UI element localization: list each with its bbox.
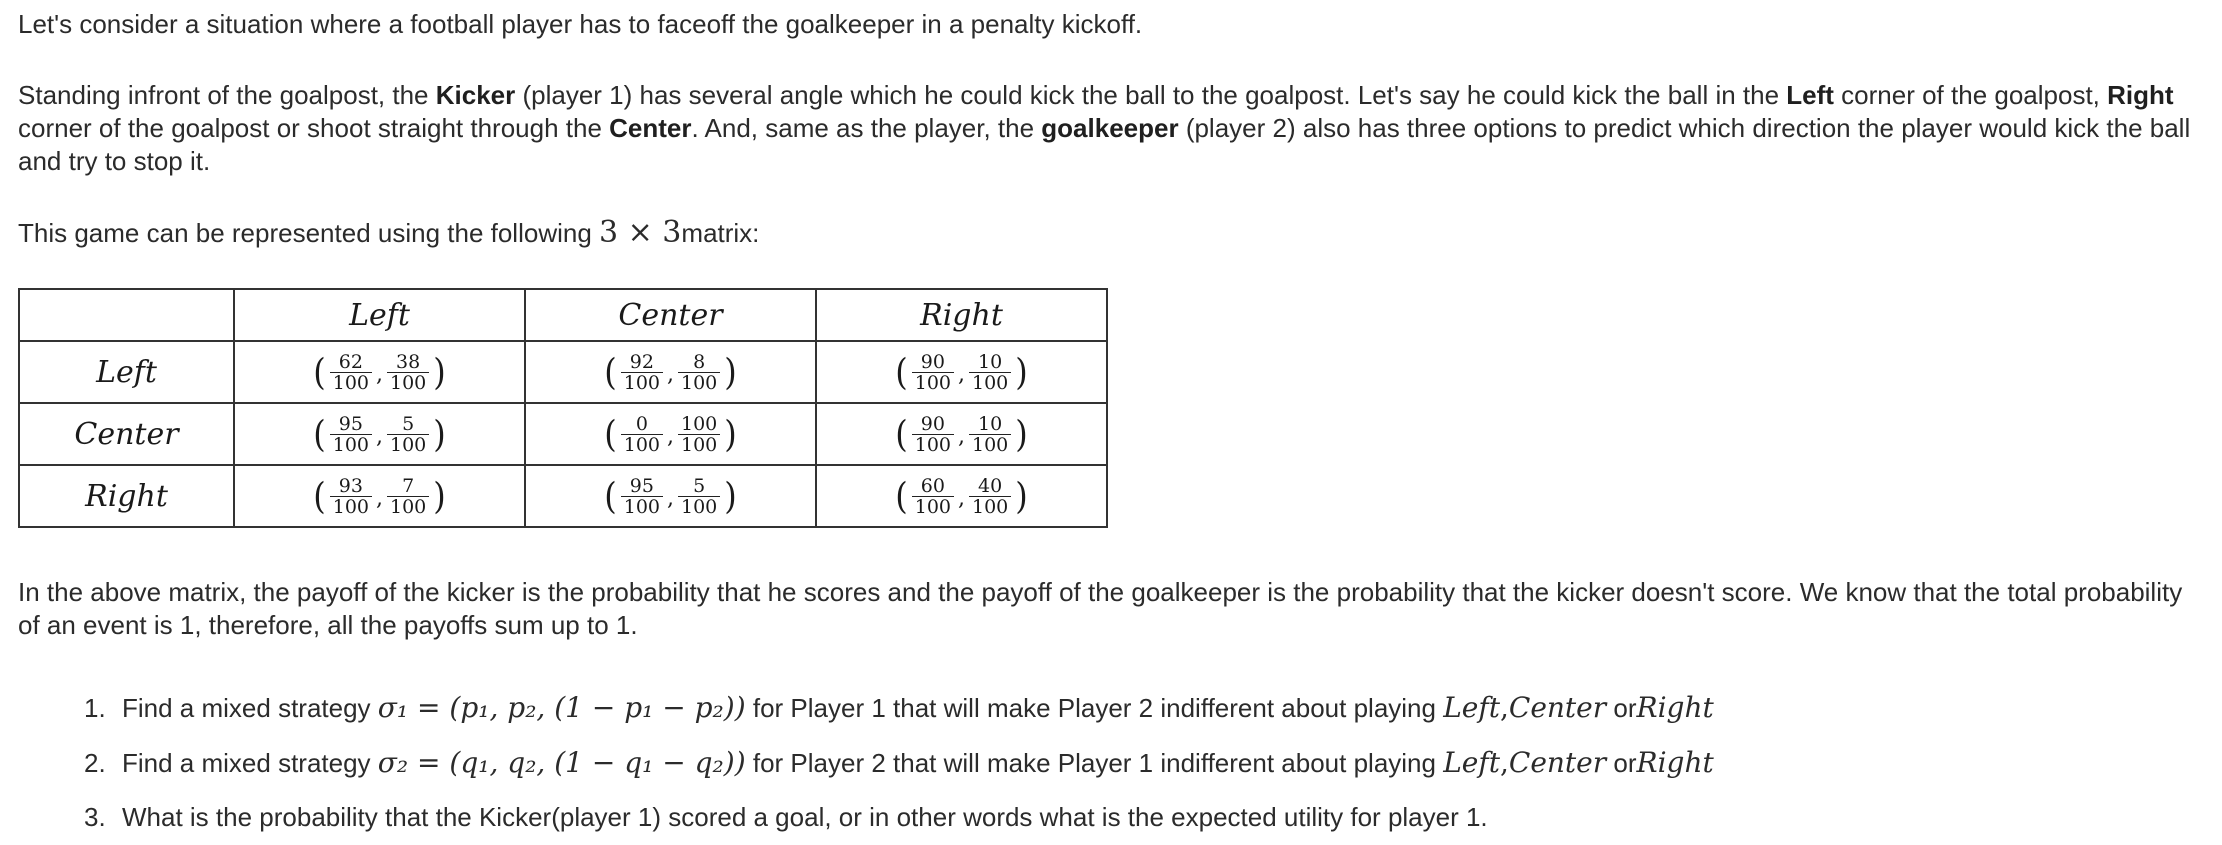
open-paren: ( — [313, 474, 326, 518]
right-bold: Right — [2107, 80, 2174, 110]
payoff-cell — [525, 465, 816, 527]
payoff-pair — [313, 352, 446, 393]
numerator: 62 — [338, 350, 363, 373]
open-paren: ( — [895, 474, 908, 518]
denominator: 100 — [678, 372, 720, 393]
numerator: 5 — [693, 474, 706, 497]
payoff-pair — [604, 476, 737, 517]
denominator: 100 — [330, 496, 372, 517]
comma: , — [667, 485, 674, 511]
payoff-pair — [895, 352, 1028, 393]
matrix-row — [19, 341, 1107, 403]
question-number: 1. — [84, 693, 106, 723]
option-left-math: Left — [1443, 746, 1500, 779]
question-text-3: or — [1613, 748, 1637, 778]
question-text-2: for Player 2 that will make Player 1 indifferent about playing — [752, 748, 1436, 778]
numerator: 7 — [402, 474, 415, 497]
denominator: 100 — [678, 496, 720, 517]
open-paren: ( — [604, 412, 617, 456]
goalkeeper-payoff — [969, 476, 1011, 517]
payoff-cell — [816, 341, 1107, 403]
col-header-right: Right — [816, 289, 1107, 341]
option-left-math: Left — [1443, 691, 1500, 724]
intro-paragraph: Let's consider a situation where a football player has to faceoff the goalkeeper in a penalty kickoff. — [18, 9, 1143, 39]
option-right-math: Right — [1636, 746, 1714, 779]
question-math: σ₂ = (q₁, q₂, (1 − q₁ − q₂)) — [377, 746, 746, 779]
col-header-center: Center — [525, 289, 816, 341]
scenario-text-5: . And, same as the player, the — [691, 113, 1042, 143]
question-text: What is the probability that the Kicker(player 1) scored a goal, or in other words what is the expected utility for player 1. — [122, 802, 1488, 832]
question-number: 3. — [84, 802, 106, 832]
denominator: 100 — [387, 372, 429, 393]
payoff-matrix — [18, 288, 1108, 528]
payoff-cell — [525, 341, 816, 403]
row-header: Center — [19, 403, 234, 465]
numerator: 0 — [635, 412, 648, 435]
matrix-row — [19, 403, 1107, 465]
goalkeeper-payoff — [678, 476, 720, 517]
goalkeeper-payoff — [387, 352, 429, 393]
kicker-payoff — [912, 414, 954, 455]
denominator: 100 — [330, 434, 372, 455]
scenario-text-1: Standing infront of the goalpost, the — [18, 80, 436, 110]
payoff-pair — [313, 414, 446, 455]
payoff-cell — [234, 465, 525, 527]
payoff-cell — [816, 403, 1107, 465]
scenario-text-3: corner of the goalpost, — [1833, 80, 2108, 110]
denominator: 100 — [387, 434, 429, 455]
comma: , — [958, 361, 965, 387]
denominator: 100 — [678, 434, 720, 455]
close-paren: ) — [724, 350, 737, 394]
close-paren: ) — [1015, 412, 1028, 456]
payoff-pair — [895, 414, 1028, 455]
question-item — [84, 790, 2218, 845]
question-text: Find a mixed strategy — [122, 693, 371, 723]
close-paren: ) — [1015, 350, 1028, 394]
denominator: 100 — [387, 496, 429, 517]
denominator: 100 — [621, 434, 663, 455]
payoff-pair — [313, 476, 446, 517]
goalkeeper-payoff — [969, 414, 1011, 455]
kicker-bold: Kicker — [435, 80, 516, 110]
payoff-pair — [895, 476, 1028, 517]
option-comma: , — [1499, 746, 1509, 779]
open-paren: ( — [895, 412, 908, 456]
numerator: 92 — [629, 350, 654, 373]
row-header: Right — [19, 465, 234, 527]
denominator: 100 — [912, 372, 954, 393]
kicker-payoff — [912, 476, 954, 517]
numerator: 95 — [338, 412, 363, 435]
matrix-body — [19, 341, 1107, 527]
payoff-pair — [604, 352, 737, 393]
comma: , — [376, 485, 383, 511]
comma: , — [667, 423, 674, 449]
comma: , — [376, 361, 383, 387]
numerator: 5 — [402, 412, 415, 435]
matrix-intro-text: This game can be represented using the following — [18, 218, 600, 248]
option-comma: , — [1499, 691, 1509, 724]
goalkeeper-bold: goalkeeper — [1041, 113, 1179, 143]
close-paren: ) — [433, 412, 446, 456]
kicker-payoff — [912, 352, 954, 393]
scenario-text-2: (player 1) has several angle which he could kick the ball to the goalpost. Let's say he could kick the ball in the — [515, 80, 1787, 110]
payoff-pair — [604, 414, 737, 455]
close-paren: ) — [1015, 474, 1028, 518]
payoff-cell — [525, 403, 816, 465]
numerator: 40 — [978, 474, 1003, 497]
matrix-corner-cell — [19, 289, 234, 341]
matrix-size-math: 3 × 3 — [599, 215, 682, 250]
numerator: 8 — [693, 350, 706, 373]
comma: , — [958, 485, 965, 511]
open-paren: ( — [604, 350, 617, 394]
open-paren: ( — [313, 412, 326, 456]
question-text: Find a mixed strategy — [122, 748, 371, 778]
open-paren: ( — [604, 474, 617, 518]
question-list — [18, 680, 2218, 845]
matrix-intro-paragraph — [18, 216, 2218, 250]
question-item — [84, 680, 2218, 735]
kicker-payoff — [621, 414, 663, 455]
kicker-payoff — [330, 352, 372, 393]
col-header-left: Left — [234, 289, 525, 341]
close-paren: ) — [433, 474, 446, 518]
row-header: Left — [19, 341, 234, 403]
numerator: 90 — [920, 350, 945, 373]
numerator: 90 — [920, 412, 945, 435]
open-paren: ( — [895, 350, 908, 394]
numerator: 100 — [681, 412, 718, 435]
option-center-math: Center — [1508, 746, 1607, 779]
kicker-payoff — [330, 414, 372, 455]
kicker-payoff — [621, 352, 663, 393]
denominator: 100 — [330, 372, 372, 393]
close-paren: ) — [724, 412, 737, 456]
payoff-cell — [234, 341, 525, 403]
goalkeeper-payoff — [387, 476, 429, 517]
scenario-text-4: corner of the goalpost or shoot straight through the — [18, 113, 610, 143]
question-math: σ₁ = (p₁, p₂, (1 − p₁ − p₂)) — [377, 691, 746, 724]
close-paren: ) — [433, 350, 446, 394]
denominator: 100 — [912, 496, 954, 517]
denominator: 100 — [621, 372, 663, 393]
matrix-header-row — [19, 289, 1107, 341]
close-paren: ) — [724, 474, 737, 518]
denominator: 100 — [912, 434, 954, 455]
center-bold: Center — [609, 113, 692, 143]
question-number: 2. — [84, 748, 106, 778]
payoff-cell — [816, 465, 1107, 527]
denominator: 100 — [621, 496, 663, 517]
left-bold: Left — [1786, 80, 1834, 110]
matrix-row — [19, 465, 1107, 527]
numerator: 10 — [978, 412, 1003, 435]
scenario-paragraph — [18, 79, 2198, 178]
numerator: 38 — [396, 350, 421, 373]
denominator: 100 — [969, 372, 1011, 393]
option-right-math: Right — [1636, 691, 1714, 724]
numerator: 95 — [629, 474, 654, 497]
comma: , — [667, 361, 674, 387]
payoff-cell — [234, 403, 525, 465]
goalkeeper-payoff — [678, 414, 720, 455]
numerator: 60 — [920, 474, 945, 497]
goalkeeper-payoff — [969, 352, 1011, 393]
denominator: 100 — [969, 434, 1011, 455]
comma: , — [376, 423, 383, 449]
question-item — [84, 735, 2218, 790]
numerator: 93 — [338, 474, 363, 497]
goalkeeper-payoff — [387, 414, 429, 455]
scenario-text-6: (player 2) also has three options to predict which direction the player would kick the ball and try to stop it. — [18, 113, 2191, 176]
question-text-2: for Player 1 that will make Player 2 indifferent about playing — [752, 693, 1436, 723]
open-paren: ( — [313, 350, 326, 394]
goalkeeper-payoff — [678, 352, 720, 393]
denominator: 100 — [969, 496, 1011, 517]
payoff-explanation-paragraph: In the above matrix, the payoff of the kicker is the probability that he scores and the payoff of the goalkeeper is the probability that the kicker doesn't score. We know that the total probability of an event is 1, therefore, all the payoffs sum up to 1. — [18, 577, 2183, 640]
matrix-intro-text-2: matrix: — [681, 218, 760, 248]
comma: , — [958, 423, 965, 449]
option-center-math: Center — [1508, 691, 1607, 724]
kicker-payoff — [330, 476, 372, 517]
kicker-payoff — [621, 476, 663, 517]
question-text-3: or — [1613, 693, 1637, 723]
numerator: 10 — [978, 350, 1003, 373]
